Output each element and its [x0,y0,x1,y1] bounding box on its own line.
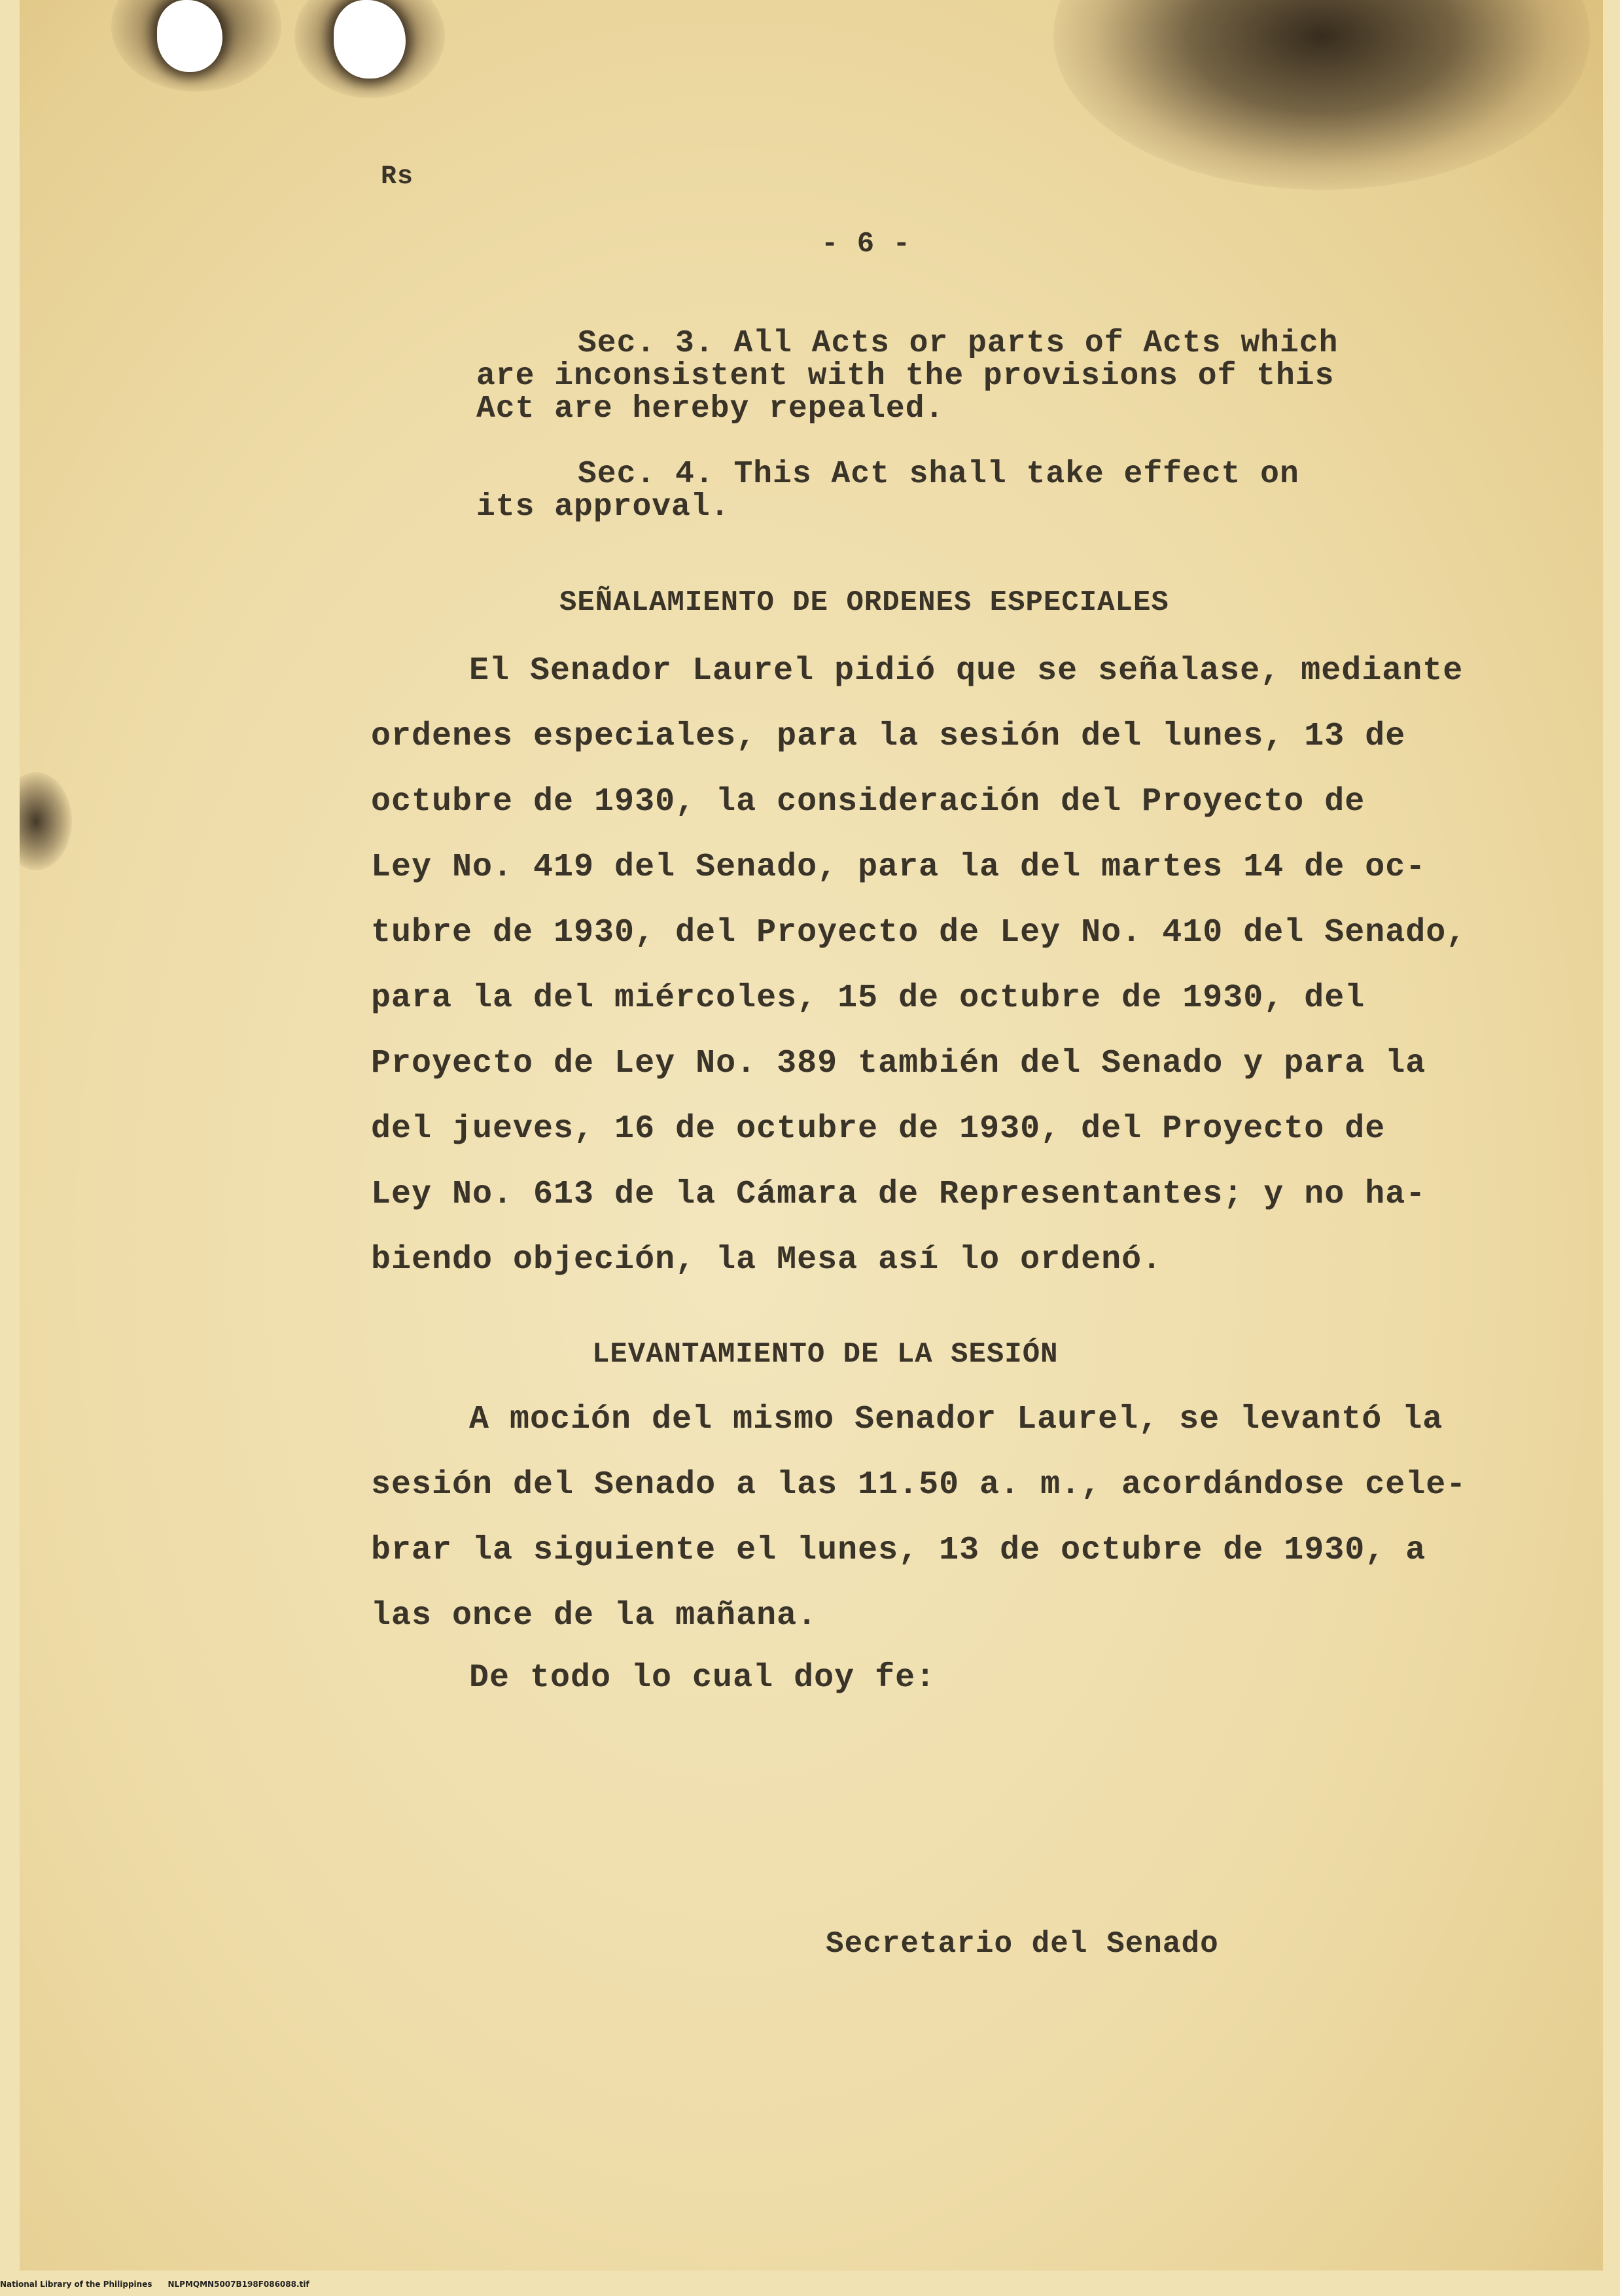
burn-hole-1 [157,0,222,72]
signature-line: Secretario del Senado [826,1927,1219,1961]
paragraph-line: Ley No. 613 de la Cámara de Representantes; y no ha- [371,1176,1426,1213]
paragraph-attestation: De todo lo cual doy fe: [469,1659,936,1697]
paragraph-line: sesión del Senado a las 11.50 a. m., acordándose cele- [371,1466,1467,1504]
typist-initials: Rs [381,162,414,192]
paragraph-line: A moción del mismo Senador Laurel, se levantó la [469,1401,1443,1438]
page-number: - 6 - [821,228,911,260]
paragraph-line: Proyecto de Ley No. 389 también del Senado y para la [371,1045,1426,1082]
paragraph-special-orders [371,639,1466,1293]
paragraph-line: brar la siguiente el lunes, 13 de octubre de 1930, a [371,1532,1426,1569]
burn-hole-2 [334,0,406,79]
paragraph-line: las once de la mañana. [371,1597,818,1634]
heading-special-orders: SEÑALAMIENTO DE ORDENES ESPECIALES [559,586,1169,619]
section-3-line: Sec. 3. All Acts or parts of Acts which [578,326,1339,361]
paragraph-line: Ley No. 419 del Senado, para la del martes 14 de oc- [371,849,1426,886]
burn-stain-top-right [1053,0,1590,190]
section-3 [476,327,1338,425]
heading-adjournment: LEVANTAMIENTO DE LA SESIÓN [592,1338,1059,1371]
paragraph-adjournment [371,1387,1466,1649]
paragraph-line: octubre de 1930, la consideración del Proyecto de [371,783,1365,821]
paragraph-line: biendo objeción, la Mesa así lo ordenó. [371,1241,1163,1279]
paragraph-line: ordenes especiales, para la sesión del lunes, 13 de [371,718,1406,755]
section-4-line: Sec. 4. This Act shall take effect on [578,457,1299,492]
paragraph-line: tubre de 1930, del Proyecto de Ley No. 410 del Senado, [371,914,1467,951]
file-id: NLPMQMN5007B198F086088.tif [167,2280,309,2289]
paragraph-line: del jueves, 16 de octubre de 1930, del Proyecto de [371,1110,1386,1148]
section-4-line: its approval. [476,489,730,525]
scan-footer [0,2280,309,2289]
library-name: National Library of the Philippines [0,2280,152,2289]
section-4 [476,458,1299,523]
paragraph-line: El Senador Laurel pidió que se señalase, mediante [469,652,1464,690]
section-3-line: Act are hereby repealed. [476,391,945,427]
section-3-line: are inconsistent with the provisions of this [476,359,1335,394]
burn-stain-left-edge [20,772,72,870]
paragraph-line: para la del miércoles, 15 de octubre de 1930, del [371,980,1365,1017]
